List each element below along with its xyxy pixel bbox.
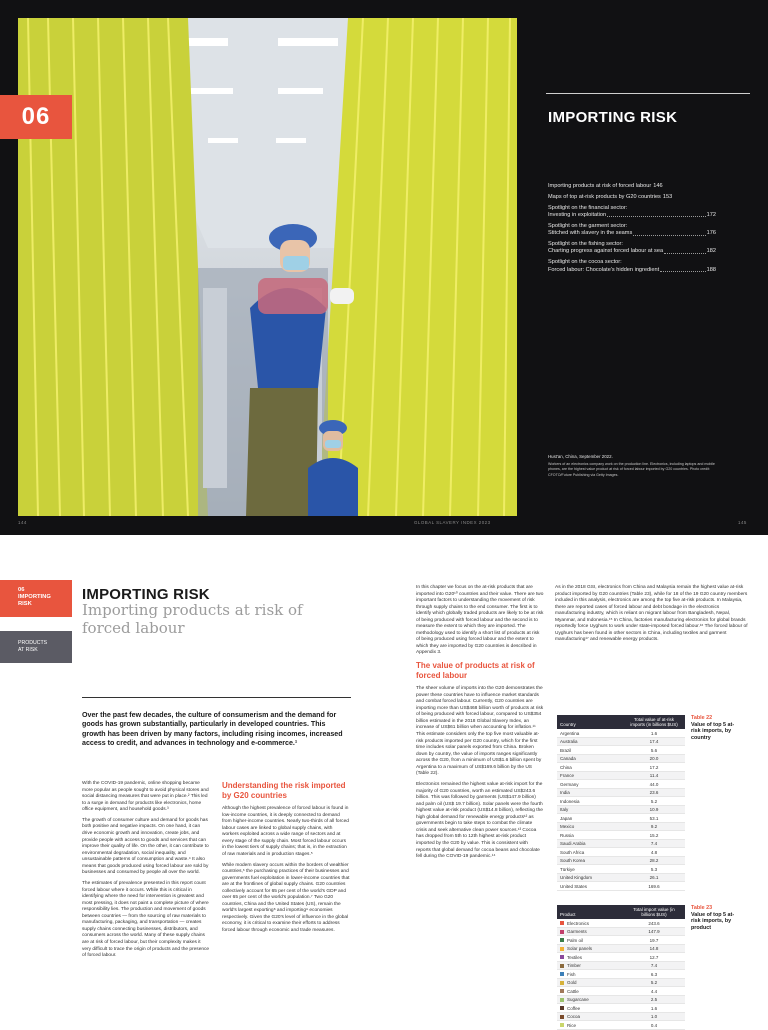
country-cell: Saudi Arabia <box>557 839 623 848</box>
product-cell <box>557 953 623 962</box>
product-name: Sugarcane <box>567 997 589 1003</box>
column-header: Total value of at-risk imports (in billions $US) <box>623 715 685 729</box>
value-cell: 5.2 <box>623 797 685 806</box>
product-color-swatch <box>560 1006 564 1010</box>
section-heading: Understanding the risk imported by G20 countries <box>222 781 346 800</box>
chapter-number-badge: 06 <box>0 95 72 139</box>
product-cell <box>557 936 623 945</box>
country-cell: China <box>557 763 623 772</box>
chapter-tab-number: 06 <box>18 587 25 593</box>
value-cell: 23.6 <box>623 788 685 797</box>
table-22-imports-by-country <box>557 715 685 891</box>
value-cell: 20.0 <box>623 754 685 763</box>
table-row <box>557 919 685 927</box>
body-paragraph: In this chapter we focus on the at-risk products that are imported into G20¹⁰ countries and their value. There are two important factors to understanding the movement of risk through supply chains to the end consumer. The first is to identify which globally traded products are likely to be at risk of being produced with forced labour and the second is to measure the extent to which they are imported. The methodology used to identify a short list of products at risk of being produced using forced labour and the extent to which they are imported by G20 countries is described in Appendix 3. <box>416 585 544 656</box>
toc-entry[interactable] <box>548 259 716 274</box>
table-label: Table 22 <box>691 715 713 721</box>
product-color-swatch <box>560 1023 564 1027</box>
product-color-swatch <box>560 989 564 993</box>
section-tab-line2: AT RISK <box>18 646 38 653</box>
product-cell <box>557 970 623 979</box>
chapter-tab <box>0 580 72 617</box>
table-row <box>557 737 685 746</box>
toc-entry-text: Investing in exploitation <box>548 212 607 218</box>
country-cell: Japan <box>557 814 623 823</box>
product-cell <box>557 927 623 936</box>
section-tab-line1: PRODUCTS <box>18 640 48 646</box>
lead-rule <box>82 697 351 698</box>
product-cell <box>557 944 623 953</box>
product-name: Palm oil <box>567 937 584 943</box>
table-row <box>557 927 685 936</box>
toc-page-number: 176 <box>706 230 716 237</box>
product-name: Timber <box>567 963 581 969</box>
product-cell <box>557 995 623 1004</box>
product-name: Electronics <box>567 920 590 926</box>
country-cell: South Africa <box>557 848 623 857</box>
toc-entry-text: Stitched with slavery in the seams <box>548 230 633 237</box>
product-name: Fish <box>567 971 576 977</box>
toc-entry[interactable] <box>548 205 716 220</box>
country-cell: India <box>557 788 623 797</box>
country-cell: Italy <box>557 805 623 814</box>
toc-page-number: 182 <box>706 248 716 255</box>
factory-workers-image <box>18 18 517 516</box>
country-cell: Russia <box>557 831 623 840</box>
table-row <box>557 754 685 763</box>
body-paragraph: The growth of consumer culture and demand for goods has both positive and negative impacts. On one hand, it can drive economic growth and innovation, create jobs, and provide people with access to goods and services that can improve their quality of life. On the other, it can contribute to environmental degradation, social inequality, and unsustainable patterns of consumption and waste.⁴ It also means that goods produced using forced labour are sold by businesses and consumed by people all over the world. <box>82 817 209 876</box>
value-cell: 4.8 <box>623 848 685 857</box>
table-caption: Value of top 5 at-risk imports, by product <box>691 911 735 931</box>
value-cell: 44.0 <box>623 780 685 789</box>
table-row <box>557 746 685 755</box>
photo-caption <box>548 454 724 478</box>
value-cell: 4.4 <box>623 987 685 996</box>
country-cell: South Korea <box>557 856 623 865</box>
table-row <box>557 970 685 979</box>
value-cell: 9.2 <box>623 822 685 831</box>
value-cell: 10.9 <box>623 805 685 814</box>
factory-photo <box>18 18 517 516</box>
value-cell: 17.4 <box>623 737 685 746</box>
toc-page-number: 172 <box>706 212 716 218</box>
table-caption: Value of top 5 at-risk imports, by country <box>691 721 735 741</box>
toc-entry[interactable] <box>548 223 716 238</box>
country-cell: United States <box>557 882 623 891</box>
toc-leader-dots <box>633 235 705 236</box>
value-cell: 5.2 <box>623 978 685 987</box>
body-paragraph: As in the 2018 GSI, electronics from China and Malaysia remain the highest value at-risk product imported by G20 countries (Table 23), while for 18 of the 19 G20 country members included in this analysis, electronics are among the top five at-risk products. In Malaysia, there are reported cases of forced labour and debt bondage in the electronics manufacturing industry, which is reliant on migrant labour from Bangladesh, Nepal, Myanmar, and Indonesia.¹⁵ In China, factories manufacturing electronics for global brands reportedly force Uyghurs to work under state-imposed forced labour.¹⁶ The forced labour of Uyghurs has been found in other sectors in China, including textiles and garment manufacturing¹⁷ and renewable energy products. <box>555 585 748 643</box>
product-cell <box>557 1012 623 1021</box>
toc-entry-text: Spotlight on the fishing sector: <box>548 241 623 247</box>
product-cell <box>557 961 623 970</box>
column-header: Country <box>557 715 623 729</box>
country-cell: Brazil <box>557 746 623 755</box>
product-color-swatch <box>560 947 564 951</box>
caption-location: Hust'an, China, September 2022. <box>548 454 613 459</box>
lead-paragraph: Over the past few decades, the culture of consumerism and the demand for goods has grown substantially, particularly in developed countries. This growth has been driven by many factors, including rising incomes, increased access to credit, and advances in technology and e-commerce.¹ <box>82 711 343 747</box>
value-cell: 147.9 <box>623 927 685 936</box>
toc-leader-dots <box>664 253 706 254</box>
table-row <box>557 805 685 814</box>
toc-entry-text: Spotlight on the garment sector: <box>548 222 628 229</box>
toc-entry[interactable] <box>548 241 716 256</box>
table-row <box>557 987 685 996</box>
column-header: Product <box>557 905 623 919</box>
product-name: Gold <box>567 980 577 986</box>
value-cell: 5.3 <box>623 865 685 874</box>
country-cell: Türkiye <box>557 865 623 874</box>
column-header: Total import value (in billions $US) <box>623 905 685 919</box>
value-cell: 7.4 <box>623 839 685 848</box>
chapter-title: IMPORTING RISK <box>548 109 678 126</box>
table-row <box>557 995 685 1004</box>
toc-entry-text: Forced labour: Chocolate's hidden ingredient <box>548 266 660 273</box>
running-footer: GLOBAL SLAVERY INDEX 2023 <box>414 520 491 525</box>
value-cell: 2.5 <box>623 995 685 1004</box>
value-cell: 7.4 <box>623 961 685 970</box>
value-cell: 0.4 <box>623 1021 685 1030</box>
value-cell: 15.2 <box>623 831 685 840</box>
toc-entry-text: Importing products at risk of forced labour <box>548 183 652 189</box>
value-cell: 53.1 <box>623 814 685 823</box>
section-tab <box>0 631 72 663</box>
toc-entry-text: Maps of top at-risk products by G20 countries <box>548 193 661 200</box>
toc-page-number: 188 <box>706 266 716 273</box>
table-row <box>557 936 685 945</box>
product-color-swatch <box>560 972 564 976</box>
table-row <box>557 856 685 865</box>
table-of-contents <box>548 183 716 277</box>
value-cell: 6.3 <box>623 970 685 979</box>
table-row <box>557 788 685 797</box>
product-name: Solar panels <box>567 946 593 952</box>
chapter-tab-line2: RISK <box>18 601 32 607</box>
right-page-number: 145 <box>738 520 747 525</box>
product-cell <box>557 1004 623 1013</box>
product-cell <box>557 978 623 987</box>
table-row <box>557 771 685 780</box>
content-page <box>0 535 768 1028</box>
table-row <box>557 831 685 840</box>
product-color-swatch <box>560 930 564 934</box>
caption-body: Workers of an electronics company work on the production line. Electronics, including laptops and mobile phones, are the highest value product at risk of forced labour imported by G20 countries. Photo credit: CFOTO/Future Publishing via Getty Images. <box>548 462 715 477</box>
section-heading: The value of products at risk of forced labour <box>416 661 535 681</box>
toc-entry[interactable] <box>548 194 716 201</box>
product-name: Textiles <box>567 954 583 960</box>
product-name: Cattle <box>567 988 579 994</box>
product-name: Garments <box>567 929 587 935</box>
country-cell: Canada <box>557 754 623 763</box>
chapter-tab-line1: IMPORTING <box>18 594 51 600</box>
value-cell: 243.6 <box>623 919 685 927</box>
country-cell: France <box>557 771 623 780</box>
table-row <box>557 763 685 772</box>
body-paragraph: Although the highest prevalence of forced labour is found in low-income countries, it is deeply connected to demand from higher-income countries. Nearly two-thirds of all forced labour cases are linked to global supply chains, with workers exploited across a wide range of sectors and at every stage of the supply chain. Most forced labour occurs in the lowest tiers of supply chains; that is, in the extraction of raw materials and in production stages.⁵ <box>222 806 349 857</box>
value-cell: 19.7 <box>623 936 685 945</box>
country-cell: Argentina <box>557 729 623 737</box>
product-name: Coffee <box>567 1005 581 1011</box>
table-23-caption <box>691 905 741 931</box>
table-row <box>557 961 685 970</box>
table-row <box>557 729 685 737</box>
table-row <box>557 953 685 962</box>
value-cell: 5.6 <box>623 746 685 755</box>
table-row <box>557 814 685 823</box>
value-cell: 26.1 <box>623 873 685 882</box>
toc-leader-dots <box>607 216 706 217</box>
body-paragraph: While modern slavery occurs within the borders of wealthier countries,⁶ the purchasing practices of their businesses and governments fuel exploitation in lower-income countries that are at the frontlines of global supply chains. G20 countries collectively account for 65 per cent of the world's GDP and over 65 per cent of the world's population.⁷ Two G20 countries, China and the United States (US), remain the world's largest exporting⁸ and importing⁹ economies respectively. Given the G20's level of influence in the global economy, it is critical to examine their efforts to address forced labour through economic and trade measures. <box>222 862 350 934</box>
table-22-caption <box>691 715 741 741</box>
toc-entry-text: Spotlight on the financial sector: <box>548 204 628 211</box>
table-row <box>557 1004 685 1013</box>
value-cell: 12.7 <box>623 953 685 962</box>
body-column-4 <box>555 585 748 648</box>
body-paragraph: With the COVID-19 pandemic, online shopping became more popular as people sought to avoid physical stores and social distancing measures that were put in place.² This led to a surge in demand for products like electronics, home office equipment, and household goods.³ <box>82 781 209 813</box>
table-row <box>557 848 685 857</box>
body-paragraph: The sheer volume of imports into the G20 demonstrates the power these countries have to influence market standards and combat forced labour. Currently, G20 countries are importing more than US$468 billion worth of products at risk of being produced with forced labour, compared to US$354 billion estimated in the 2018 Global Slavery Index, an increase of US$61 billion when accounting for inflation.¹¹ This estimate considers only the top five most valuable at-risk products imported per G20 country, which for the first time includes solar panels exported from China. Broken down by country, the value of imports ranges significantly across the G20, from a minimum of US$1.6 billion spent by Argentina to a maximum of US$169.6 billion by the US (Table 22). <box>416 686 544 777</box>
table-row <box>557 978 685 987</box>
left-page-number: 144 <box>18 520 27 525</box>
table-row <box>557 882 685 891</box>
table-row <box>557 797 685 806</box>
table-row <box>557 1021 685 1030</box>
toc-page-number: 146 <box>653 183 663 189</box>
table-label: Table 23 <box>691 905 713 911</box>
page-subtitle: Importing products at risk of forced labour <box>82 601 303 637</box>
body-column-2 <box>222 781 350 939</box>
body-column-1 <box>82 781 210 964</box>
product-name: Rice <box>567 1022 577 1028</box>
country-cell: Indonesia <box>557 797 623 806</box>
table-row <box>557 944 685 953</box>
toc-entry-text: Charting progress against forced labour at sea <box>548 248 664 255</box>
product-color-swatch <box>560 938 564 942</box>
toc-entry[interactable] <box>548 183 716 190</box>
country-cell: United Kingdom <box>557 873 623 882</box>
table-row <box>557 780 685 789</box>
product-cell <box>557 1021 623 1030</box>
table-23-imports-by-product <box>557 905 685 1030</box>
value-cell: 1.6 <box>623 1004 685 1013</box>
value-cell: 14.8 <box>623 944 685 953</box>
value-cell: 11.4 <box>623 771 685 780</box>
body-column-3 <box>416 585 544 865</box>
product-name: Cocoa <box>567 1014 581 1020</box>
page-title: IMPORTING RISK <box>82 586 210 603</box>
country-cell: Mexico <box>557 822 623 831</box>
toc-page-number: 153 <box>662 193 673 200</box>
value-cell: 1.6 <box>623 729 685 737</box>
value-cell: 169.6 <box>623 882 685 891</box>
product-color-swatch <box>560 921 564 925</box>
body-paragraph: Electronics remained the highest value at-risk import for the majority of G20 countries, worth an estimated US$243.6 billion. This was followed by garments (US$147.9 billion) and palm oil (US$ 19.7 billion). Solar panels were the fourth highest value at-risk product (US$14.8 billion), reflecting the high global demand for renewable energy products¹² as governments begin to take steps to combat the climate crisis and seek alternative clean power sources.¹³ Cocoa has dropped from 5th to 12th highest at-risk product imported by the G20 by value. This is consistent with reports that global demand for cocoa beans and chocolate fell during the COVID-19 pandemic.¹⁴ <box>416 782 543 860</box>
body-paragraph: The estimates of prevalence presented in this report count forced labour where it occurs. While this is critical in identifying where the need for intervention is greatest and most pressing, it does not paint a complete picture of where responsibility lies. The production and movement of goods between countries — from the sourcing of raw materials to manufacturing, packaging, and transportation — creates supply chains connecting businesses, distributors, and consumers across the world. Many of these supply chains are at risk of forced labour, but their complexity makes it very difficult to trace the origin of products and the presence of forced labour. <box>82 881 210 959</box>
product-color-swatch <box>560 964 564 968</box>
product-color-swatch <box>560 955 564 959</box>
table-row <box>557 873 685 882</box>
table-row <box>557 822 685 831</box>
value-cell: 28.2 <box>623 856 685 865</box>
country-cell: Germany <box>557 780 623 789</box>
product-color-swatch <box>560 1015 564 1019</box>
table-row <box>557 839 685 848</box>
toc-leader-dots <box>660 271 706 272</box>
product-cell <box>557 987 623 996</box>
value-cell: 17.2 <box>623 763 685 772</box>
table-row <box>557 1012 685 1021</box>
product-cell <box>557 919 623 927</box>
product-color-swatch <box>560 981 564 985</box>
title-rule <box>546 93 750 94</box>
value-cell: 1.0 <box>623 1012 685 1021</box>
toc-entry-text: Spotlight on the cocoa sector: <box>548 259 622 266</box>
product-color-swatch <box>560 998 564 1002</box>
table-row <box>557 865 685 874</box>
country-cell: Australia <box>557 737 623 746</box>
